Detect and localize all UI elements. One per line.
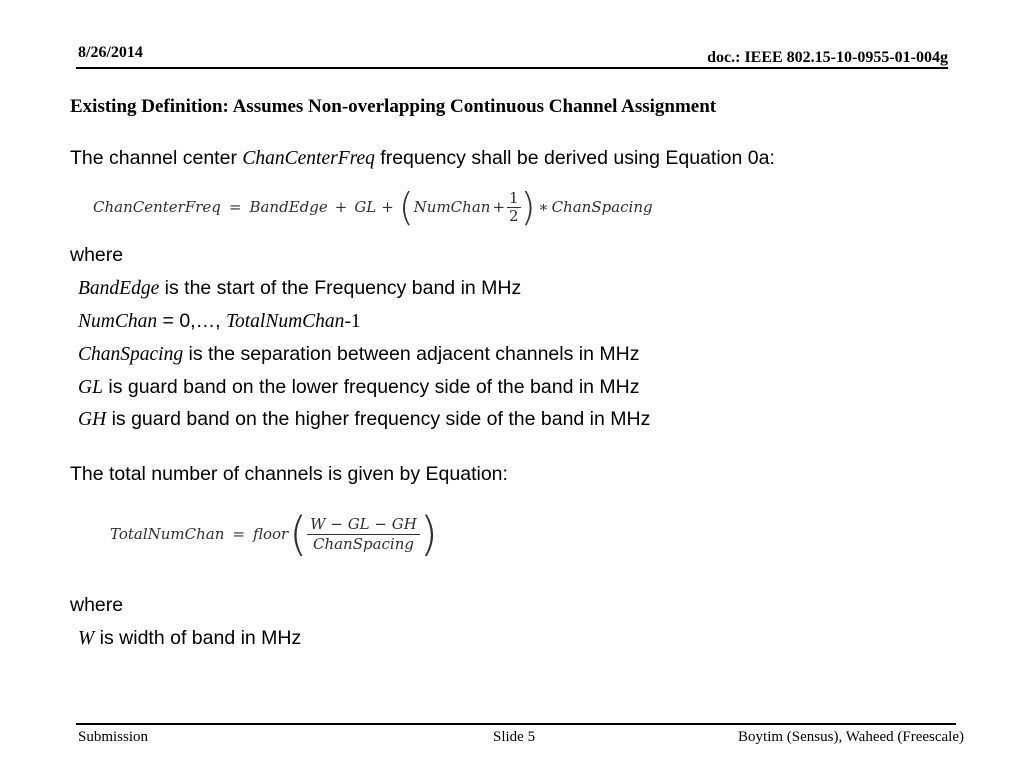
def-term: GL (78, 377, 103, 398)
def-term: BandEdge (78, 278, 160, 299)
eq1-gl: GL (354, 198, 377, 216)
footer-rule (76, 723, 956, 725)
eq1-times: ∗ (538, 198, 549, 216)
eq2-denominator: ChanSpacing (312, 534, 414, 553)
def-term: W (78, 628, 95, 649)
eq1-lhs: ChanCenterFreq (93, 198, 221, 216)
intro-term: ChanCenterFreq (242, 148, 375, 169)
eq2-left-paren: ( (289, 507, 308, 561)
def-term-2: TotalNumChan (225, 311, 345, 332)
def-w (78, 626, 301, 651)
footer-authors: Boytim (Sensus), Waheed (Freescale) (738, 729, 964, 745)
def-text: is the start of the Frequency band in MHz (159, 277, 522, 299)
eq1-fraction (507, 188, 521, 225)
intro-paragraph (70, 146, 775, 171)
eq1-num-chan: NumChan (413, 198, 491, 216)
intro-text-before: The channel center (70, 147, 243, 169)
eq2-equals: = (232, 525, 245, 543)
eq1-frac-num: 1 (509, 188, 519, 207)
eq1-chan-spacing: ChanSpacing (551, 198, 653, 216)
equation-center-freq (93, 186, 653, 228)
def-text: = 0,…, (157, 310, 226, 332)
footer-submission: Submission (78, 729, 149, 745)
header-doc-id: doc.: IEEE 802.15-10-0955-01-004g (707, 49, 948, 66)
where-label-1: where (70, 244, 124, 266)
header-rule (76, 67, 948, 69)
where-label-2: where (70, 594, 124, 616)
footer-slide-number: Slide 5 (493, 729, 536, 745)
eq2-numerator: W − GL − GH (307, 517, 420, 535)
eq2-lhs: TotalNumChan (110, 525, 225, 543)
eq1-band-edge: BandEdge (249, 198, 328, 216)
eq2-fraction (307, 514, 420, 553)
def-text-2: -1 (344, 311, 361, 332)
def-gh (78, 407, 650, 432)
def-text: is the separation between adjacent channels in MHz (183, 343, 640, 365)
header-date: 8/26/2014 (78, 44, 143, 61)
slide-heading: Existing Definition: Assumes Non-overlapping Continuous Channel Assignment (70, 96, 717, 117)
eq1-plus-2: + (381, 198, 394, 216)
def-text: is guard band on the higher frequency side of the band in MHz (106, 408, 651, 430)
equation-total-num-chan (110, 508, 438, 560)
eq1-frac-den: 2 (509, 206, 519, 225)
def-chan-spacing (78, 342, 639, 367)
eq1-plus-3: + (492, 198, 506, 216)
def-text: is guard band on the lower frequency side of the band in MHz (102, 376, 640, 398)
eq1-equals: = (228, 198, 242, 216)
intro-text-after: frequency shall be derived using Equation 0a: (374, 147, 775, 169)
eq1-right-paren: ) (520, 185, 536, 229)
def-term: GH (78, 409, 107, 430)
def-num-chan (78, 309, 361, 334)
total-intro: The total number of channels is given by Equation: (70, 463, 508, 485)
eq1-plus-1: + (334, 198, 348, 216)
def-term: ChanSpacing (78, 344, 184, 365)
eq1-left-paren: ( (398, 185, 414, 229)
def-term: NumChan (78, 311, 158, 332)
eq2-right-paren: ) (419, 507, 438, 561)
eq2-floor: floor (252, 525, 289, 543)
def-gl (78, 375, 640, 400)
def-band-edge (78, 276, 521, 301)
def-text: is width of band in MHz (94, 627, 302, 649)
